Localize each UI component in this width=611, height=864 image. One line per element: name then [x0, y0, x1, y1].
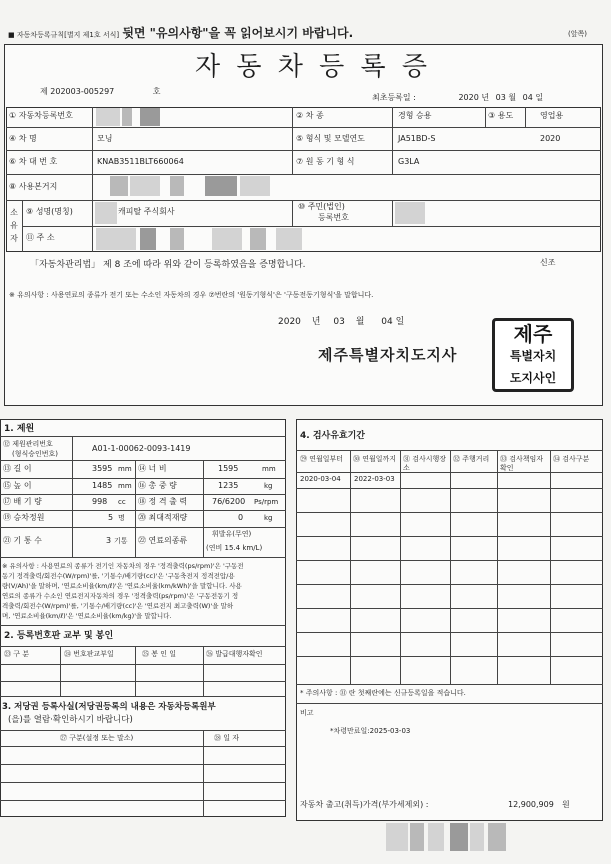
displacement-unit: cc — [118, 498, 126, 506]
owner-id-label: ⑩ 주민(법인) — [298, 202, 345, 211]
reg-number-label: ① 자동차등록번호 — [9, 111, 73, 120]
new-registration-mark: 신조 — [540, 258, 556, 267]
redacted-block — [170, 228, 184, 250]
certification-statement: 「자동차관리법」 제 8 조에 따라 위와 같이 등록하였음을 증명합니다. — [30, 260, 306, 270]
owner-address-label: ⑪ 주 소 — [26, 233, 55, 242]
price-label: 자동차 출고(취득)가격(부가세제외) : — [300, 800, 429, 809]
redacted-block — [95, 202, 117, 224]
header-notice: 뒷면 "유의사항"을 꼭 읽어보시기 바랍니다. — [122, 26, 354, 40]
model-code-value: JA51BD-S — [398, 134, 436, 143]
redacted-block — [428, 823, 444, 851]
fuel-type-value: 휘발유(무연) — [212, 530, 252, 538]
inspection-section-title: 4. 검사유효기간 — [300, 431, 365, 441]
length-unit: mm — [118, 465, 132, 473]
plate-col-division: ㉓ 구 분 — [4, 650, 29, 658]
rated-power-unit: Ps/rpm — [254, 498, 279, 506]
gross-weight-value: 1235 — [218, 481, 239, 490]
redacted-block — [96, 108, 120, 126]
max-load-unit: kg — [264, 514, 273, 522]
vin-value: KNAB3511BLT660064 — [97, 157, 184, 166]
issuing-authority: 제주특별자치도지사 — [318, 346, 458, 364]
seating-unit: 명 — [118, 514, 125, 522]
cylinders-label: ㉑ 기 통 수 — [3, 536, 42, 545]
model-label: ④ 차 명 — [9, 134, 37, 143]
fuel-efficiency: (연비 15.4 km/L) — [206, 544, 263, 552]
plate-col-seal-date: ㉕ 봉 인 일 — [142, 650, 176, 658]
cylinders-value: 3 — [106, 536, 112, 545]
redacted-block — [122, 108, 132, 126]
redacted-block — [140, 108, 160, 126]
redacted-block — [110, 176, 128, 196]
redacted-block — [410, 823, 424, 851]
insp-row1-from: 2020-03-04 — [300, 475, 341, 483]
approval-number-sublabel: (형식승인번호) — [12, 450, 59, 458]
seating-value: 5 — [108, 513, 114, 522]
height-label: ⑮ 높 이 — [3, 481, 32, 490]
use-label: ③ 용도 — [488, 111, 514, 120]
model-year-label: ⑤ 형식 및 모델연도 — [296, 134, 365, 143]
plate-col-issue-date: ㉔ 번호판교부일 — [64, 650, 114, 658]
model-value: 모닝 — [97, 134, 113, 143]
insp-col-from: ㉙ 연월일부터 — [300, 455, 344, 463]
vehicle-type-value: 경형 승용 — [398, 111, 432, 120]
cylinders-unit: 기통 — [114, 537, 128, 545]
gross-weight-label: ⑯ 총 중 량 — [138, 481, 177, 490]
plate-col-agent: ㉖ 발급대행자확인 — [206, 650, 263, 658]
fuel-type-label: ㉒ 연료의종류 — [138, 536, 188, 545]
remark-label: 비고 — [300, 709, 314, 717]
rated-power-value: 76/6200 — [212, 497, 246, 506]
engine-value: G3LA — [398, 157, 420, 166]
form-header — [8, 27, 353, 40]
owner-name-value: 캐피탈 주식회사 — [118, 207, 175, 216]
lien-col-type: ㉗ 구분(설정 또는 말소) — [60, 734, 134, 742]
gross-weight-unit: kg — [264, 482, 273, 490]
redacted-block — [130, 176, 160, 196]
redacted-block — [240, 176, 270, 196]
redacted-block — [212, 228, 242, 250]
model-year-value: 2020 — [540, 134, 561, 143]
redacted-block — [395, 202, 425, 224]
issue-date: 2020 년 03 월 04 일 — [278, 317, 405, 327]
remark-value: *차령만료일:2025-03-03 — [330, 727, 411, 735]
base-location-label: ⑧ 사용본거지 — [9, 182, 58, 191]
width-label: ⑭ 너 비 — [138, 464, 167, 473]
height-value: 1485 — [92, 481, 113, 490]
owner-side-label: 소 유 자 — [10, 208, 18, 243]
approval-number-label: ⑫ 제원관리번호 — [3, 440, 53, 448]
lien-section-subtitle: (을)를 열람·확인하시기 바랍니다) — [8, 715, 133, 725]
height-unit: mm — [118, 482, 132, 490]
page-side-label: (앞쪽) — [568, 30, 587, 38]
spec-notice: ※ 유의사항 : 사용연료의 종류가 전기인 자동차의 경우 '정격출력(ps/rpm)'은 '구동전 동기 정격출력/회전수(W/rpm)'를, '기통수/배기량(cc)'은 '구동축전지 정격전압/용 량(V/Ah)'을 말하며, '연료소비율(km/ℓ)'은 '연료소비율(km/kWh)'을 말합니다. 사용 연료의 종류가 수소인 연료전지자동차의 경우 '정격출력(ps/rpm)'은 '구동전동기 정 격출력/회전수(W/rpm)'를, '기통수/배기량(cc)'은 '연료전지 최고출력(W)'을 말하 며, '연료소비율(km/ℓ)'은 '연료소비율(km/kg)'을 말합니다. — [2, 562, 244, 620]
displacement-label: ⑰ 배 기 량 — [3, 497, 42, 506]
inspection-notice: * 주의사항 : ㉛ 란 첫째란에는 신규등록일을 적습니다. — [300, 689, 466, 697]
approval-number-value: A01-1-00062-0093-1419 — [92, 444, 191, 453]
max-load-label: ⑳ 최대적재량 — [138, 513, 188, 522]
official-seal: 제주 특별자치 도지사인 — [492, 318, 574, 392]
displacement-value: 998 — [92, 497, 108, 506]
width-value: 1595 — [218, 464, 239, 473]
insp-col-to: ㉚ 연월일까지 — [353, 455, 397, 463]
width-unit: mm — [262, 465, 276, 473]
redacted-block — [450, 823, 468, 851]
length-value: 3595 — [92, 464, 113, 473]
insp-row1-to: 2022-03-03 — [354, 475, 395, 483]
redacted-block — [276, 228, 302, 250]
rated-power-label: ⑱ 정 격 출 력 — [138, 497, 188, 506]
vin-label: ⑥ 차 대 번 호 — [9, 157, 58, 166]
seating-label: ⑲ 승차정원 — [3, 513, 45, 522]
redacted-block — [250, 228, 266, 250]
lien-section-title: 3. 저당권 등록사실(저당권등록의 내용은 자동차등록원부 — [2, 702, 216, 712]
price-value: 12,900,909 — [508, 800, 554, 809]
lien-col-date: ㉘ 일 자 — [214, 734, 239, 742]
redacted-block — [96, 228, 136, 250]
redacted-block — [170, 176, 184, 196]
owner-id-sublabel: 등록번호 — [318, 213, 349, 222]
form-reference: ■ 자동차등록규칙[별지 제1호 서식] — [8, 31, 120, 39]
max-load-value: 0 — [238, 513, 244, 522]
redacted-block — [386, 823, 408, 851]
use-value: 영업용 — [540, 111, 564, 120]
vehicle-type-label: ② 차 종 — [296, 111, 324, 120]
insp-col-inspector: ㉝ 검사책임자 확인 — [500, 455, 544, 472]
redacted-block — [470, 823, 484, 851]
redacted-block — [205, 176, 237, 196]
page-title: 자 동 차 등 록 증 — [195, 52, 432, 82]
price-unit: 원 — [562, 800, 570, 809]
insp-col-place: ㉛ 검사시행장소 — [403, 455, 447, 472]
owner-name-label: ⑨ 성명(명칭) — [26, 207, 73, 216]
redacted-block — [488, 823, 506, 851]
first-registration-date: 최초등록일 : 2020 년 03 월 04 일 — [372, 93, 544, 102]
engine-label: ⑦ 원 동 기 형 식 — [296, 157, 355, 166]
certificate-number: 제 202003-005297 호 — [40, 87, 161, 96]
insp-col-mileage: ㉜ 주행거리 — [453, 455, 490, 463]
insp-col-type: ㉞ 검사구분 — [553, 455, 590, 463]
spec-section-title: 1. 제원 — [4, 424, 35, 434]
length-label: ⑬ 길 이 — [3, 464, 32, 473]
redacted-block — [140, 228, 156, 250]
fuel-type-notice: ※ 유의사항 : 사용연료의 종류가 전기 또는 수소인 자동차의 경우 ⑦번란의 '원동기형식'은 '구동전동기형식'을 말합니다. — [9, 291, 374, 299]
plate-section-title: 2. 등록번호판 교부 및 봉인 — [4, 631, 114, 641]
